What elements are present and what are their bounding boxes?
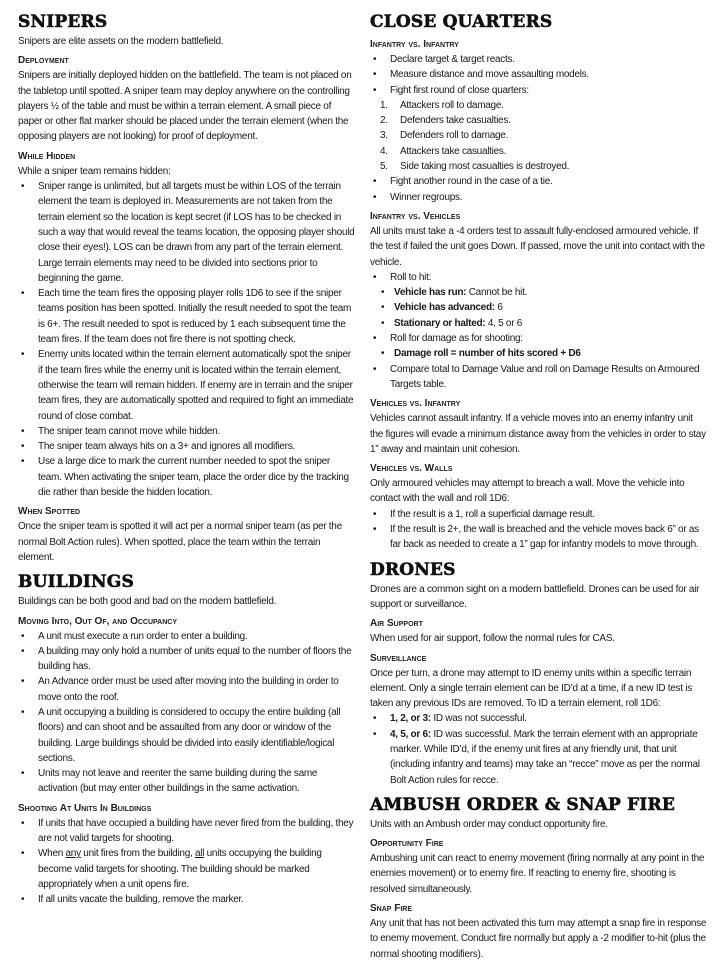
- subheading: Deployment: [18, 55, 69, 67]
- list-item-text: Each time the team fires the opposing player rolls 1D6 to see if the sniper teams position has been spotted. Initially the result needed to spot the team is 6+. The result needed to spot is reduced by 1 each subsequent time the team fires. If the team does not fire there is not spotting check.: [38, 288, 352, 346]
- list-item-text: An Advance order must be used after moving into the building in order to move onto the roof.: [38, 676, 339, 703]
- bullet-list: [370, 52, 708, 205]
- list-item-text: ID was successful. Mark the terrain element with an appropriate marker. While ID’d, if the enemy unit fires at any friendly unit, that unit (including infantry and teams) may take an “recce” move as per the normal Bolt Action rules for recce.: [390, 728, 700, 786]
- list-item-text: A unit must execute a run order to enter a building.: [38, 630, 248, 642]
- paragraph: Units with an Ambush order may conduct opportunity fire.: [370, 818, 608, 830]
- bold-label: Damage roll = number of hits scored + D6: [394, 348, 581, 360]
- list-item-text: Units may not leave and reenter the same building during the same activation (but may enter other buildings in the same activation.: [38, 768, 318, 795]
- list-item-text: Cannot be hit.: [466, 287, 528, 299]
- list-item: [376, 98, 708, 113]
- list-item-text: 6: [494, 302, 503, 314]
- section-ambush-order-snap-fire: [370, 794, 708, 962]
- section-heading: DRONES: [370, 559, 456, 580]
- section-heading: SNIPERS: [18, 12, 108, 32]
- list-item-text: If all units vacate the building, remove the marker.: [38, 894, 244, 906]
- paragraph: Buildings can be both good and bad on the modern battlefield.: [18, 596, 277, 608]
- list-number: 3.: [380, 130, 388, 142]
- list-item: [376, 159, 708, 174]
- left-column: [18, 8, 356, 968]
- list-item-text: Roll for damage as for shooting:: [390, 333, 523, 345]
- paragraph: Once the sniper team is spotted it will act per a normal sniper team (as per the normal Bolt Action rules). When spotted, place the team within the terrain element.: [18, 521, 342, 563]
- subheading: Vehicles vs. Walls: [370, 463, 453, 475]
- list-item: [376, 128, 708, 143]
- list-item-text: Sniper range is unlimited, but all targets must be within LOS of the terrain element the team is deployed in. Measurements are not taken from the terrain element so the location is kept secret (if LOS has to be checked in such a way that would reveal the teams location, the opposing player should close their eyes!). LOS can be drawn from any part of the terrain element. Large terrain elements may need to be divided into sections prior to beginning the game.: [38, 181, 355, 284]
- numbered-list: [380, 98, 708, 174]
- list-item-text: ID was not successful.: [430, 713, 527, 725]
- paragraph: Only armoured vehicles may attempt to breach a wall. Move the vehicle into contact with the wall and roll 1D6:: [370, 478, 685, 505]
- list-item: [370, 83, 708, 175]
- section-heading: AMBUSH ORDER & SNAP FIRE: [370, 794, 676, 815]
- bullet-list: [370, 270, 708, 392]
- section-heading: BUILDINGS: [18, 572, 134, 593]
- list-item: [18, 286, 356, 347]
- bold-label: 4, 5, or 6:: [390, 728, 431, 740]
- list-item-text: Fight first round of close quarters:: [390, 84, 529, 96]
- list-item: [18, 705, 356, 766]
- list-item: [370, 190, 708, 205]
- list-item: [18, 629, 356, 644]
- list-item-text: Winner regroups.: [390, 191, 463, 203]
- subheading: Snap Fire: [370, 903, 413, 915]
- list-item: [18, 644, 356, 675]
- right-column: [370, 8, 708, 968]
- list-item-text: If the result is 2+, the wall is breached and the vehicle moves back 6” or as far back as needed to create a 1” gap for infantry models to move through.: [390, 524, 699, 551]
- list-item-text: Compare total to Damage Value and roll on Damage Results on Armoured Targets table.: [390, 363, 700, 390]
- bullet-list: [390, 285, 708, 331]
- list-item: [18, 424, 356, 439]
- list-item-text: Roll to hit:: [390, 271, 432, 283]
- list-item-text: Defenders take casualties.: [400, 115, 511, 127]
- list-item-text: Defenders roll to damage.: [400, 130, 509, 142]
- bullet-list: [370, 711, 708, 787]
- list-item: [18, 179, 356, 286]
- bullet-list: [18, 179, 356, 500]
- bold-label: Stationary or halted:: [394, 317, 486, 329]
- list-item: [370, 52, 708, 67]
- subheading: Infantry vs. Vehicles: [370, 210, 461, 222]
- list-item-text: Declare target & target reacts.: [390, 54, 515, 65]
- list-item-text: The sniper team cannot move while hidden.: [38, 425, 220, 437]
- bold-label: Vehicle has run:: [394, 287, 467, 299]
- list-number: 4.: [380, 145, 388, 157]
- underlined-text: any: [65, 848, 81, 860]
- paragraph: Snipers are initially deployed hidden on the battlefield. The team is not placed on the tabletop until spotted. A sniper team may deploy anywhere on the controlling players ½ of the table and must be within a terrain element. A small piece of paper or other flat marker should be placed under the terrain element (when the opposing players are not looking) for proof of deployment.: [18, 70, 352, 143]
- paragraph: While a sniper team remains hidden:: [18, 165, 171, 177]
- paragraph: Drones are a common sight on a modern battlefield. Drones can be used for air support or surveillance.: [370, 583, 700, 610]
- list-item: [18, 846, 356, 892]
- list-item: [376, 144, 708, 159]
- bullet-list: [390, 346, 708, 361]
- list-item: [18, 439, 356, 454]
- list-item: [376, 316, 708, 331]
- paragraph: Vehicles cannot assault infantry. If a vehicle moves into an enemy infantry unit the figures will evade a minimum distance away from the vehicles in order to stay 1” away and maintain unit cohesion.: [370, 413, 706, 455]
- paragraph: Ambushing unit can react to enemy movement (firing normally at any point in the enemies movement) or to enemy fire. If reacting to enemy fire, shooting is resolved simultaneously.: [370, 853, 705, 895]
- list-item-text: Enemy units located within the terrain element automatically spot the sniper if the team fires while the enemy unit is located within the terrain element, otherwise the team will remain hidden. If enemy are in terrain and the sniper team fires, they are automatically spotted and required to fight an immediate round of close combat.: [38, 349, 354, 422]
- paragraph: Once per turn, a drone may attempt to ID enemy units within a specific terrain element. Only a single terrain element can be ID’d at a time, if a new ID test is taken any previous IDs are removed. To ID a terrain element, roll 1D6:: [370, 667, 692, 710]
- list-item-text: If units that have occupied a building have never fired from the building, they are not valid targets for shooting.: [38, 817, 354, 845]
- bold-label: Vehicle has advanced:: [394, 302, 495, 314]
- section-close-quarters: [370, 11, 708, 553]
- bold-label: 1, 2, or 3:: [390, 713, 431, 725]
- list-item-text: Fight another round in the case of a tie.: [390, 176, 553, 188]
- list-item: [370, 507, 708, 522]
- list-item: [18, 816, 356, 847]
- list-item: [18, 674, 356, 705]
- list-item-text: Measure distance and move assaulting models.: [390, 69, 589, 81]
- subheading: Vehicles vs. Infantry: [370, 398, 461, 410]
- paragraph: Snipers are elite assets on the modern battlefield.: [18, 36, 224, 47]
- section-drones: [370, 559, 708, 788]
- subheading: Opportunity Fire: [370, 838, 444, 850]
- list-item: [370, 727, 708, 788]
- list-item: [370, 331, 708, 362]
- section-buildings: [18, 571, 356, 907]
- list-item: [376, 346, 708, 361]
- list-item: [376, 285, 708, 300]
- subheading: Shooting At Units In Buildings: [18, 802, 152, 814]
- subheading: Surveillance: [370, 652, 427, 664]
- list-item: [376, 300, 708, 315]
- subheading: When Spotted: [18, 506, 81, 518]
- bullet-list: [370, 507, 708, 553]
- list-item: [370, 522, 708, 553]
- list-item-text: If the result is a 1, roll a superficial damage result.: [390, 508, 595, 520]
- bullet-list: [18, 816, 356, 908]
- list-item-text: The sniper team always hits on a 3+ and ignores all modifiers.: [38, 441, 295, 453]
- list-item-text: Use a large dice to mark the current number needed to spot the sniper team. When activating the sniper team, place the order dice by the tracking die rather than beside the hidden location.: [38, 456, 349, 499]
- bullet-list: [18, 629, 356, 797]
- subheading: While Hidden: [18, 150, 76, 162]
- list-item: [370, 362, 708, 393]
- list-item: [18, 892, 356, 907]
- list-item: [370, 174, 708, 189]
- list-item-text: A unit occupying a building is considered to occupy the entire building (all floors) and can shoot and be assaulted from any door or window of the building. Large buildings should be divided into easily identifiable/logical sections.: [38, 706, 341, 764]
- list-item-text: units occupying the building become valid targets for shooting. The building should be marked appropriately when a unit opens fire.: [38, 848, 322, 890]
- section-snipers: [18, 11, 356, 565]
- subheading: Moving Into, Out Of, and Occupancy: [18, 615, 178, 627]
- list-item: [370, 711, 708, 726]
- list-item-text: Side taking most casualties is destroyed.: [400, 161, 570, 173]
- list-number: 2.: [380, 115, 388, 127]
- subheading: Infantry vs. Infantry: [370, 39, 459, 50]
- list-item-text: Attackers roll to damage.: [400, 99, 504, 111]
- list-item: [370, 67, 708, 82]
- list-item-text: When: [38, 848, 66, 860]
- list-item: [18, 454, 356, 500]
- list-item: [376, 113, 708, 128]
- subheading: Air Support: [370, 618, 423, 630]
- paragraph: Any unit that has not been activated this turn may attempt a snap fire in response to enemy movement. Conduct fire normally but apply a -2 modifier to-hit (plus the normal shooting modifiers).: [370, 918, 707, 960]
- paragraph: When used for air support, follow the normal rules for CAS.: [370, 633, 615, 645]
- list-item: [370, 270, 708, 331]
- list-item-text: 4, 5 or 6: [485, 317, 523, 329]
- underlined-text: all: [194, 848, 205, 860]
- paragraph: All units must take a -4 orders test to assault fully-enclosed armoured vehicle. If the test if failed the unit goes Down. If passed, move the unit into contact with the vehicle.: [370, 225, 705, 268]
- list-number: 5.: [380, 161, 388, 173]
- list-item-text: A building may only hold a number of units equal to the number of floors the building has.: [38, 645, 352, 673]
- list-item: [18, 766, 356, 797]
- list-number: 1.: [380, 99, 388, 111]
- list-item-text: unit fires from the building,: [80, 848, 195, 860]
- list-item-text: Attackers take casualties.: [400, 145, 507, 157]
- section-heading: CLOSE QUARTERS: [370, 12, 553, 32]
- list-item: [18, 347, 356, 423]
